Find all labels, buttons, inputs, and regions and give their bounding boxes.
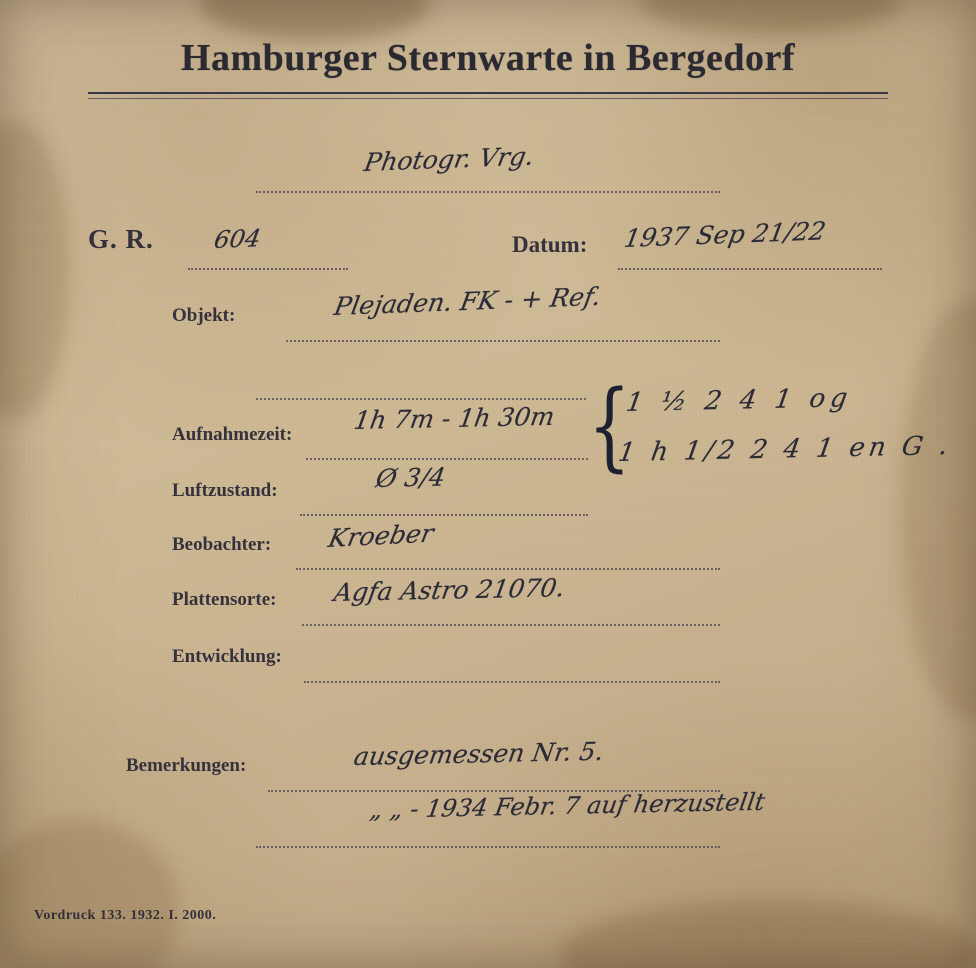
- beobachter-label: Beobachter:: [172, 534, 272, 555]
- plattensorte-value-text: Agfa Astro 21070.: [332, 573, 567, 607]
- gr-label: G. R.: [88, 224, 154, 254]
- objekt-value-text: Plejaden. FK - + Ref.: [332, 281, 604, 321]
- datum-value: [622, 216, 829, 253]
- aufnahmezeit-label: Aufnahmezeit:: [172, 424, 293, 445]
- objekt-leader: [286, 324, 720, 342]
- top-note-leader: [256, 175, 720, 193]
- datum-value-text: 1937 Sep 21/22: [622, 216, 829, 253]
- side-note-line-2-text: 1 h 1/2 2 4 1 en G .: [616, 431, 954, 468]
- brace-bracket: {: [588, 370, 631, 482]
- aufnahmezeit-value: [352, 401, 557, 435]
- beobachter-value-text: Kroeber: [326, 518, 437, 553]
- top-note-value: [362, 141, 537, 177]
- aufnahmezeit-leader: [306, 442, 588, 460]
- gr-value-text: 604: [212, 224, 264, 254]
- entwicklung-leader: [304, 665, 720, 683]
- datum-label: Datum:: [512, 232, 588, 257]
- datum-leader: [618, 252, 882, 270]
- plattensorte-value: [332, 573, 567, 607]
- entwicklung-label: Entwicklung:: [172, 646, 282, 667]
- form-print-note: Vordruck 133. 1932. I. 2000.: [34, 908, 217, 923]
- luftzustand-value: [374, 462, 448, 493]
- blank-leader: [256, 382, 586, 400]
- luftzustand-value-text: Ø 3/4: [374, 462, 448, 493]
- plattensorte-leader: [302, 608, 720, 626]
- bemerkungen-label: Bemerkungen:: [126, 755, 247, 776]
- objekt-label: Objekt:: [172, 305, 236, 326]
- beobachter-leader: [296, 552, 720, 570]
- bemerkungen-value: [352, 736, 606, 771]
- bemerkungen-leader-2: [256, 830, 720, 848]
- header-divider: [88, 92, 888, 94]
- page-title: Hamburger Sternwarte in Bergedorf: [180, 37, 796, 79]
- objekt-value: [332, 281, 604, 321]
- bemerkungen-value-2-text: „ „ - 1934 Febr. 7 auf herzustellt: [368, 787, 767, 824]
- gr-value: [212, 224, 264, 254]
- top-note-text: Photogr. Vrg.: [362, 141, 537, 177]
- luftzustand-label: Luftzustand:: [172, 480, 278, 501]
- bemerkungen-value-2: [368, 787, 767, 824]
- bemerkungen-value-text: ausgemessen Nr. 5.: [352, 736, 606, 771]
- side-note-line-2: [616, 431, 954, 468]
- plattensorte-label: Plattensorte:: [172, 589, 277, 610]
- side-note-line-1-text: 1 ½ 2 4 1 og: [624, 383, 855, 418]
- luftzustand-leader: [300, 498, 588, 516]
- gr-leader: [188, 252, 348, 270]
- beobachter-value: [326, 518, 437, 553]
- header-divider-thin: [88, 98, 888, 99]
- aufnahmezeit-value-text: 1h 7m - 1h 30m: [352, 401, 557, 435]
- side-note-line-1: [624, 383, 855, 418]
